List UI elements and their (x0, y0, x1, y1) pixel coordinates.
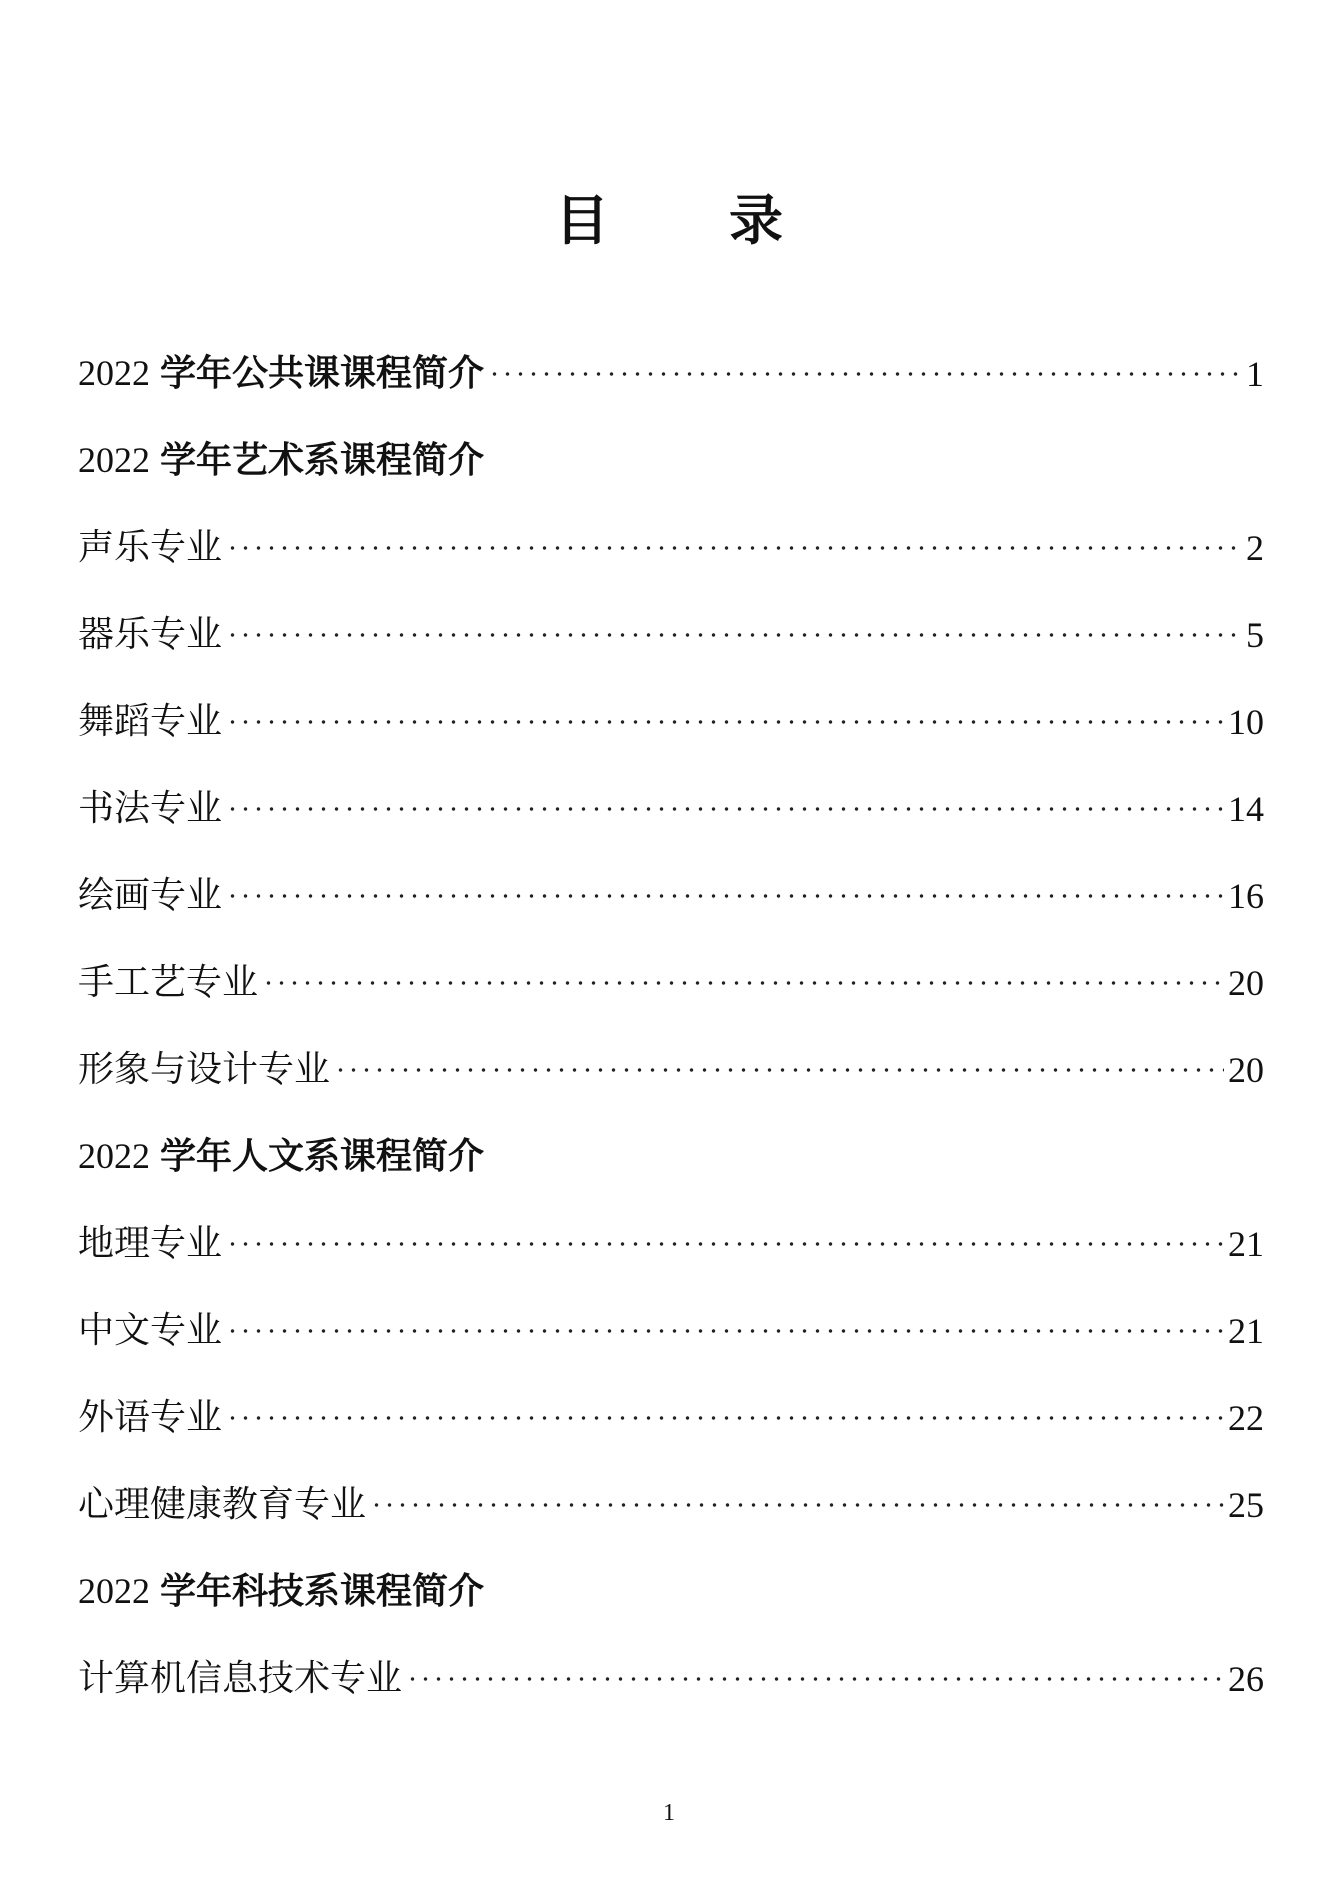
toc-entry-text: 中文专业 (78, 1309, 223, 1351)
toc-entry-text: 学年公共课课程简介 (160, 353, 485, 394)
toc-entry-label (78, 1048, 331, 1090)
toc-entry-label (78, 961, 259, 1003)
toc-entry[interactable] (78, 1374, 1264, 1461)
toc-entry[interactable] (78, 852, 1264, 939)
toc-section-year: 2022 (78, 1136, 150, 1176)
toc-entry-text: 外语专业 (78, 1396, 223, 1438)
dot-leader (226, 546, 1242, 550)
dot-leader (370, 1503, 1224, 1507)
toc-section-year: 2022 (78, 1571, 150, 1611)
toc-entry-text: 舞蹈专业 (78, 700, 223, 742)
toc-entry[interactable] (78, 765, 1264, 852)
toc-page-number: 1 (1246, 353, 1264, 394)
toc-entry-label (78, 526, 223, 568)
toc-entry-label (78, 787, 223, 829)
toc-entry[interactable] (78, 939, 1264, 1026)
toc-page-number: 16 (1228, 875, 1264, 916)
dot-leader (488, 372, 1242, 376)
toc-page-number: 21 (1228, 1223, 1264, 1264)
dot-leader (226, 894, 1224, 898)
toc-entry-label (78, 1483, 367, 1525)
toc-entry-label (78, 700, 223, 742)
toc-entry-label (78, 1138, 484, 1175)
toc-entry[interactable] (78, 1461, 1264, 1548)
toc-page-number: 21 (1228, 1310, 1264, 1351)
toc-page-number: 10 (1228, 701, 1264, 742)
toc-entry[interactable] (78, 1287, 1264, 1374)
toc-page-number: 5 (1246, 614, 1264, 655)
toc-entry-label (78, 1396, 223, 1438)
toc-page-number: 25 (1228, 1484, 1264, 1525)
toc-section-heading[interactable] (78, 417, 1264, 504)
toc-section-year: 2022 (78, 353, 150, 393)
toc-entry[interactable] (78, 1635, 1264, 1722)
toc-entry[interactable] (78, 678, 1264, 765)
toc-entry-text: 绘画专业 (78, 874, 223, 916)
page-title (0, 189, 1338, 253)
toc-entry[interactable] (78, 1200, 1264, 1287)
toc-entry[interactable] (78, 504, 1264, 591)
toc-section-heading[interactable] (78, 1548, 1264, 1635)
page-number-footer: 1 (663, 1800, 675, 1826)
dot-leader (226, 807, 1224, 811)
toc-entry-text: 地理专业 (78, 1222, 223, 1264)
toc-page-number: 20 (1228, 962, 1264, 1003)
toc-page-number: 20 (1228, 1049, 1264, 1090)
dot-leader (262, 981, 1224, 985)
toc-entry-text: 学年人文系课程简介 (160, 1136, 485, 1177)
toc-page-number: 26 (1228, 1658, 1264, 1699)
dot-leader (226, 1242, 1224, 1246)
toc-entry[interactable] (78, 591, 1264, 678)
toc-entry-text: 书法专业 (78, 787, 223, 829)
toc-entry-label (78, 613, 223, 655)
toc-entry-text: 计算机信息技术专业 (78, 1657, 403, 1699)
dot-leader (226, 720, 1224, 724)
toc-entry-text: 形象与设计专业 (78, 1048, 331, 1090)
toc-page-number: 2 (1246, 527, 1264, 568)
toc-entry-text: 学年艺术系课程简介 (160, 440, 485, 481)
toc-entry-label (78, 1573, 484, 1610)
toc-entry-text: 手工艺专业 (78, 961, 259, 1003)
toc-entry-label (78, 1309, 223, 1351)
toc-entry-label (78, 874, 223, 916)
toc-entry[interactable] (78, 1026, 1264, 1113)
toc-page-number: 14 (1228, 788, 1264, 829)
toc-entry-label (78, 355, 484, 392)
dot-leader (226, 633, 1242, 637)
dot-leader (406, 1677, 1224, 1681)
dot-leader (334, 1068, 1224, 1072)
dot-leader (226, 1416, 1224, 1420)
toc-section-heading[interactable] (78, 330, 1264, 417)
toc-entry-label (78, 1222, 223, 1264)
toc-entry-text: 器乐专业 (78, 613, 223, 655)
title-char-1: 目 (555, 189, 609, 253)
toc-entry-label (78, 442, 484, 479)
toc-section-heading[interactable] (78, 1113, 1264, 1200)
toc-section-year: 2022 (78, 440, 150, 480)
dot-leader (226, 1329, 1224, 1333)
toc-entry-label (78, 1657, 403, 1699)
table-of-contents (78, 330, 1264, 1722)
toc-entry-text: 学年科技系课程简介 (160, 1571, 485, 1612)
toc-page-number: 22 (1228, 1397, 1264, 1438)
title-char-2: 录 (729, 189, 783, 253)
toc-entry-text: 声乐专业 (78, 526, 223, 568)
toc-entry-text: 心理健康教育专业 (78, 1483, 367, 1525)
